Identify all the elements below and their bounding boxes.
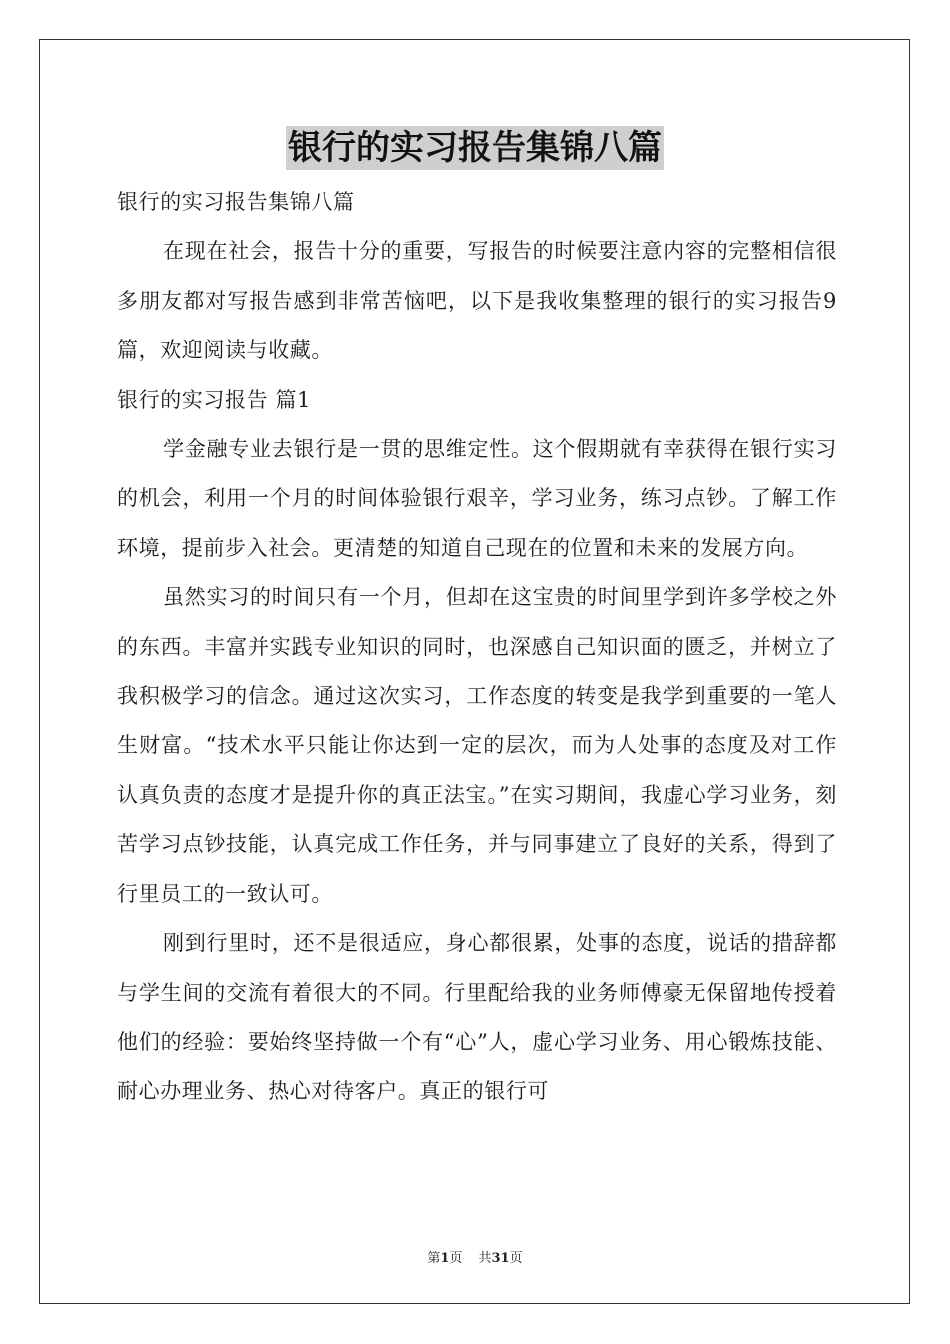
subtitle-line: 银行的实习报告集锦八篇 — [117, 190, 355, 214]
page-current: 1 — [440, 1251, 450, 1266]
document-title: 银行的实习报告集锦八篇 — [288, 128, 662, 168]
page-prefix: 第 — [427, 1251, 441, 1266]
total-suffix: 页 — [509, 1251, 523, 1266]
title-wrap — [0, 126, 950, 170]
body-paragraph: 虽然实习的时间只有一个月，但却在这宝贵的时间里学到许多学校之外的东西。丰富并实践专业知识的同时，也深感自己知识面的匮乏，并树立了我积极学习的信念。通过这次实习，工作态度的转变是我学到重要的一笔人生财富。“技术水平只能让你达到一定的层次，而为人处事的态度及对工作认真负责的态度才是提升你的真正法宝。”在实习期间，我虚心学习业务，刻苦学习点钞技能，认真完成工作任务，并与同事建立了良好的关系，得到了行里员工的一致认可。 — [117, 585, 837, 906]
document-body — [117, 178, 837, 1117]
page-total: 31 — [491, 1251, 510, 1266]
section-heading: 银行的实习报告 篇1 — [117, 387, 312, 412]
total-prefix: 共 — [478, 1251, 492, 1266]
page-footer — [0, 1247, 950, 1266]
body-paragraph: 学金融专业去银行是一贯的思维定性。这个假期就有幸获得在银行实习的机会，利用一个月的时间体验银行艰辛，学习业务，练习点钞。了解工作环境，提前步入社会。更清楚的知道自己现在的位置和未来的发展方向。 — [117, 437, 837, 560]
intro-paragraph: 在现在社会，报告十分的重要，写报告的时候要注意内容的完整相信很多朋友都对写报告感到非常苦恼吧，以下是我收集整理的银行的实习报告9篇，欢迎阅读与收藏。 — [117, 239, 837, 363]
body-paragraph: 刚到行里时，还不是很适应，身心都很累，处事的态度，说话的措辞都与学生间的交流有着很大的不同。行里配给我的业务师傅豪无保留地传授着他们的经验：要始终坚持做一个有“心”人，虚心学习业务、用心锻炼技能、耐心办理业务、热心对待客户。真正的银行可 — [117, 931, 837, 1104]
page-suffix: 页 — [449, 1251, 463, 1266]
